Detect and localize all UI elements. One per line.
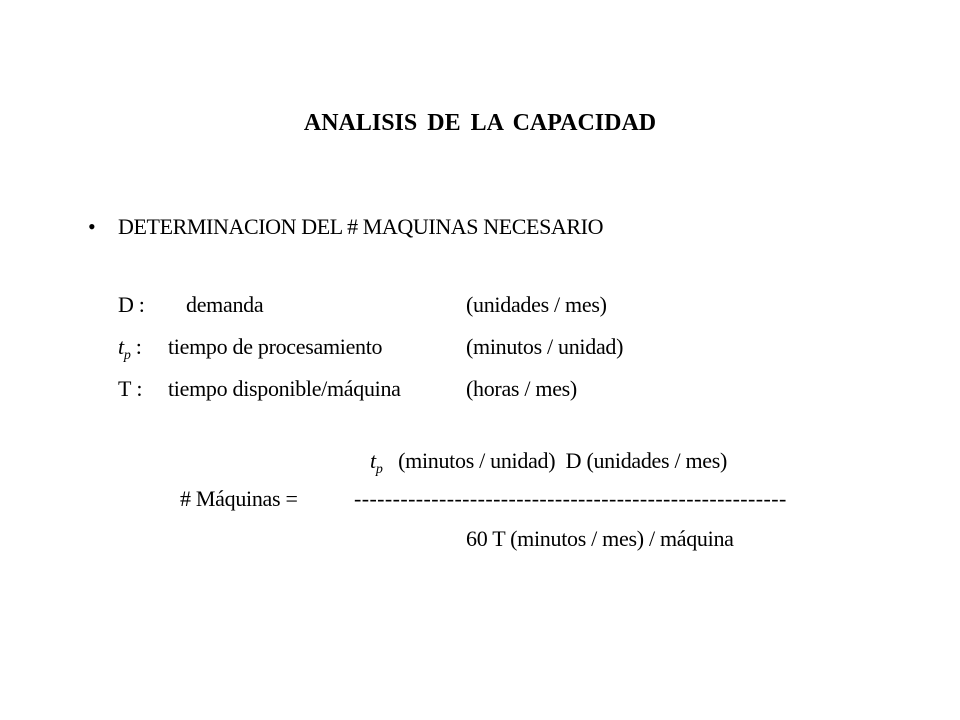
definition-unit-tp: (minutos / unidad) <box>466 334 624 359</box>
formula-denominator: 60 T (minutos / mes) / máquina <box>466 526 734 551</box>
definition-unit-t: (horas / mes) <box>466 376 577 401</box>
definition-unit-d: (unidades / mes) <box>466 292 607 317</box>
definition-description-tp: tiempo de procesamiento <box>168 334 383 359</box>
definition-description-d: demanda <box>186 292 264 317</box>
formula-fraction-bar: -------------------------------------------------------- <box>354 486 787 511</box>
definition-symbol-d: D : <box>118 292 145 317</box>
page-title: ANALISIS DE LA CAPACIDAD <box>303 110 657 136</box>
definition-description-t: tiempo disponible/máquina <box>168 376 401 401</box>
formula-lhs: # Máquinas = <box>180 486 298 511</box>
section-heading: DETERMINACION DEL # MAQUINAS NECESARIO <box>118 214 604 239</box>
definition-symbol-t: T : <box>118 376 143 401</box>
definition-symbol-tp: $t_p$ : <box>118 334 142 363</box>
bullet-marker: • <box>88 214 96 239</box>
formula-numerator: $t_p$ (minutos / unidad) D (unidades / mes) <box>370 448 728 477</box>
